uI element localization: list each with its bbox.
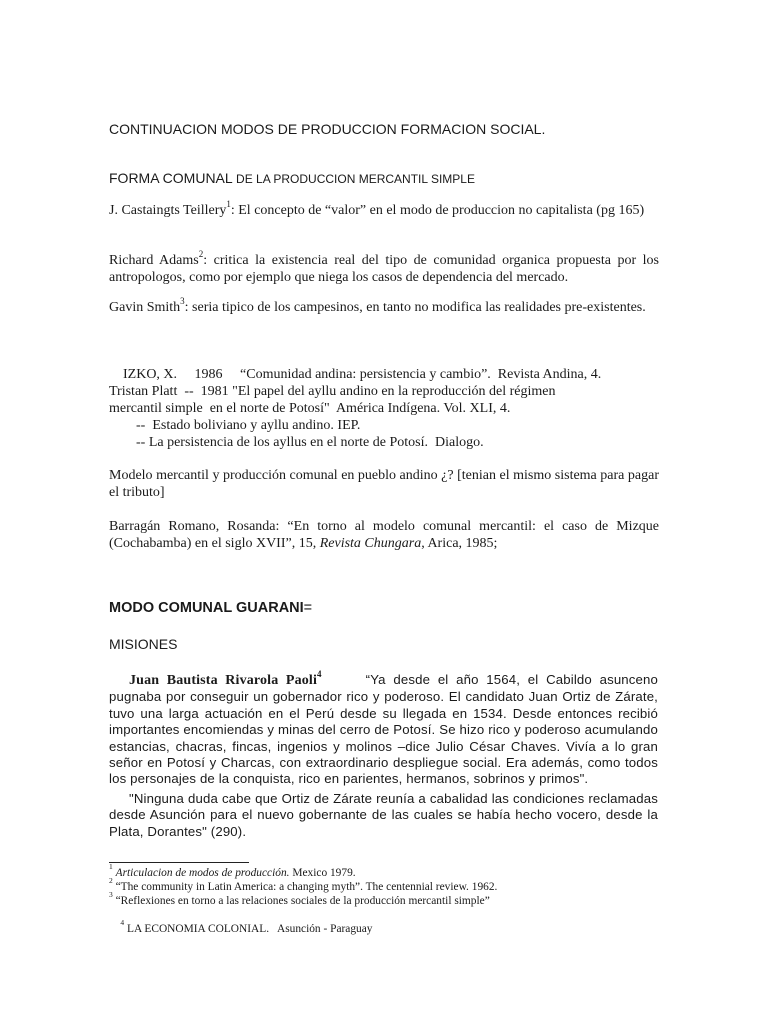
entry-adams	[109, 249, 659, 286]
platt-line: Tristan Platt -- 1981 "El papel del ayllu andino en la reproducción del régimen	[109, 384, 556, 399]
footnote-separator	[109, 862, 249, 863]
section-heading-guarani	[109, 600, 659, 617]
quote-text: “Ya desde el año 1564, el Cabildo asunceno pugnaba por conseguir un gobernador rico y poderoso. El candidato Juan Ortiz de Zárate, tuvo una larga actuación en el Perú desde su llegada en 1534. Desde entonces recibió importantes encomiendas y minas del cerro de Potosí. Se hizo rico y poderoso acumulando estancias, chacras, fincas, ingenios y molinos –dice Julio César Chaves. Vivía a lo gran señor en Potosí y Charcas, con extraordinario despliegue social. Era además, como todos los personajes de la conquista, rico en parientes, hermanos, sobrinos y primos".	[109, 672, 658, 787]
entry-journal: Revista Chungara	[319, 536, 422, 551]
section-heading-main: FORMA COMUNAL	[109, 170, 233, 186]
page-title	[109, 121, 669, 138]
entry-author: Gavin Smith	[109, 300, 181, 315]
footnote-ref: 1	[226, 199, 231, 210]
entry-text: : seria tipico de los campesinos, en tanto no modifica las realidades pre-existentes.	[184, 300, 646, 315]
entry-author: J. Castaingts Teillery	[109, 203, 227, 218]
footnote-text: “The community in Latin America: a changing myth”. The centennial review. 1962.	[112, 881, 498, 893]
footnote-number: 1	[109, 862, 113, 872]
quote-paragraph-2	[109, 791, 658, 840]
footnote-number: 2	[109, 876, 113, 886]
section-heading-suffix: =	[303, 600, 313, 616]
quote-author-name: Juan Bautista Rivarola Paoli	[129, 673, 318, 688]
entry-text: Modelo mercantil y producción comunal en pueblo andino ¿? [tenian el mismo sistema para pagar el tributo]	[109, 468, 659, 500]
footnote-title: Articulacion de modos de producción.	[115, 867, 290, 879]
footnote-text: LA ECONOMIA COLONIAL. Asunción - Paraguay	[124, 923, 373, 935]
footnote-3	[109, 890, 669, 908]
footnote-number: 4	[120, 918, 125, 928]
quote-block	[109, 669, 658, 840]
platt-line: -- La persistencia de los ayllus en el norte de Potosí. Dialogo.	[136, 435, 484, 450]
platt-line: -- Estado boliviano y ayllu andino. IEP.	[136, 418, 361, 433]
section-heading-forma-comunal	[109, 170, 659, 188]
quote-text: "Ninguna duda cabe que Ortiz de Zárate reunía a cabalidad las condiciones reclamadas desde Asunción para el nuevo gobernante de las cuales se había hecho vocero, desde la Plata, Dorantes" (290).	[109, 790, 658, 839]
page-title-text: CONTINUACION MODOS DE PRODUCCION FORMACION SOCIAL.	[109, 121, 546, 137]
entry-modelo	[109, 467, 659, 501]
quote-author	[129, 669, 322, 688]
footnote-text: Mexico 1979.	[289, 867, 356, 879]
footnote-text: “Reflexiones en torno a las relaciones sociales de la producción mercantil simple”	[112, 895, 490, 907]
entry-smith	[109, 296, 659, 316]
entry-text: : critica la existencia real del tipo de comunidad organica propuesta por los antropologos, como por ejemplo que niega los casos de dependencia del mercado.	[109, 253, 659, 285]
footnote-ref: 2	[198, 249, 204, 260]
subsection-heading-text: MISIONES	[109, 636, 178, 652]
platt-line: mercantil simple en el norte de Potosí" América Indígena. Vol. XLI, 4.	[109, 401, 511, 416]
quote-paragraph-1	[109, 669, 658, 788]
entry-text: : El concepto de “valor” en el modo de produccion no capitalista (pg 165)	[230, 203, 645, 218]
footnote-4	[109, 908, 669, 950]
entry-barragan	[109, 518, 659, 552]
entry-text: Barragán Romano, Rosanda: “En torno al modelo comunal mercantil: el caso de Mizque (Cochabamba) en el siglo XVII”, 15,	[109, 519, 659, 551]
footnote-ref: 4	[317, 669, 322, 680]
section-heading-main: MODO COMUNAL GUARANI	[109, 600, 304, 616]
footnote-1	[109, 862, 669, 880]
entry-platt	[109, 383, 669, 451]
entry-text: , Arica, 1985;	[421, 536, 498, 551]
footnote-number: 3	[109, 890, 113, 900]
footnote-2	[109, 876, 669, 894]
entry-text: IZKO, X. 1986 “Comunidad andina: persistencia y cambio”. Revista Andina, 4.	[123, 367, 602, 382]
footnote-ref: 3	[180, 296, 185, 307]
subsection-heading-misiones	[109, 636, 659, 653]
entry-author: Richard Adams	[109, 253, 199, 268]
entry-castaingts	[109, 199, 659, 219]
section-heading-sub: DE LA PRODUCCION MERCANTIL SIMPLE	[232, 172, 475, 186]
